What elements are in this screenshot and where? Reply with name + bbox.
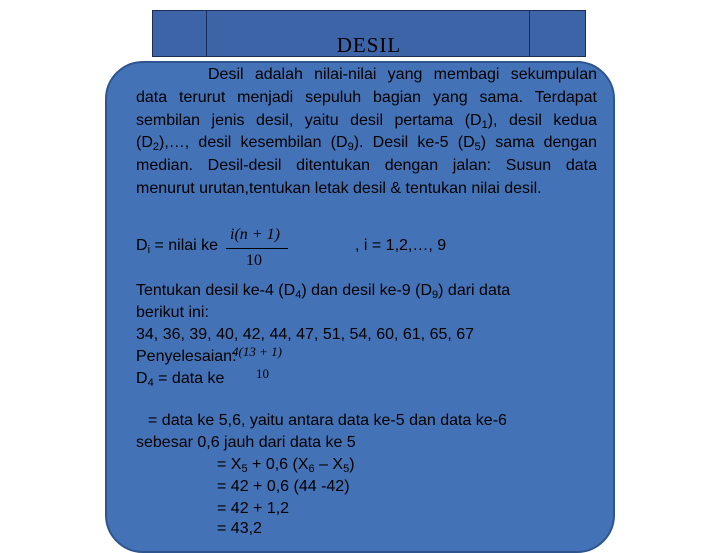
formula-lhs: $D_i$ = nilai ke: [136, 237, 219, 256]
formula-range: , i = 1,2,…, 9: [355, 237, 447, 254]
solution-heading: Penyelesaian:: [136, 348, 237, 365]
d4-numerator: 4(13 + 1): [232, 344, 282, 359]
solution-step-3: = $X_5 + 0,6$ $(X_6 - X_5)$: [217, 456, 355, 475]
problem-line-2: berikut ini:: [136, 304, 209, 321]
d4-denominator: 10: [256, 366, 269, 381]
page-title: DESIL: [336, 33, 402, 57]
formula-numerator: i(n + 1): [230, 226, 280, 243]
solution-step-4: = 42 + 0,6 (44 -42): [217, 478, 350, 495]
solution-step-1: = data ke 5,6, yaitu antara data ke-5 dan data ke-6: [148, 412, 507, 429]
definition-paragraph: Desil adalah nilai-nilai yang membagi sekumpulan data terurut menjadi sepuluh bagian yang sama. Terdapat sembilan jenis desil, yaitu desil pertama $(D_1)$, desil kedua $(D_2),\dots$, desil kesembilan $(D_9)$. Desil ke-5 $(D_5)$ sama dengan median. Desil-desil ditentukan dengan jalan: Susun data menurut urutan,tentukan letak desil & tentukan nilai desil.: [136, 66, 598, 197]
problem-data: 34, 36, 39, 40, 42, 44, 47, 51, 54, 60, 61, 65, 67: [136, 326, 475, 343]
title-bar: [152, 10, 586, 57]
formula-denominator: 10: [246, 252, 262, 269]
problem-line-1: Tentukan desil ke-4 $(D_4)$ dan desil ke-9 $(D_9)$ dari data: [136, 282, 511, 301]
solution-step-6: = 43,2: [217, 520, 262, 537]
formula-fraction: [226, 226, 288, 272]
d4-fraction: [228, 344, 290, 384]
fraction-bar: [226, 248, 288, 249]
solution-step-5: = 42 + 1,2: [217, 500, 290, 517]
d4-label: $D_4$ = data ke: [136, 370, 225, 389]
solution-step-2: sebesar 0,6 jauh dari data ke 5: [136, 434, 356, 451]
